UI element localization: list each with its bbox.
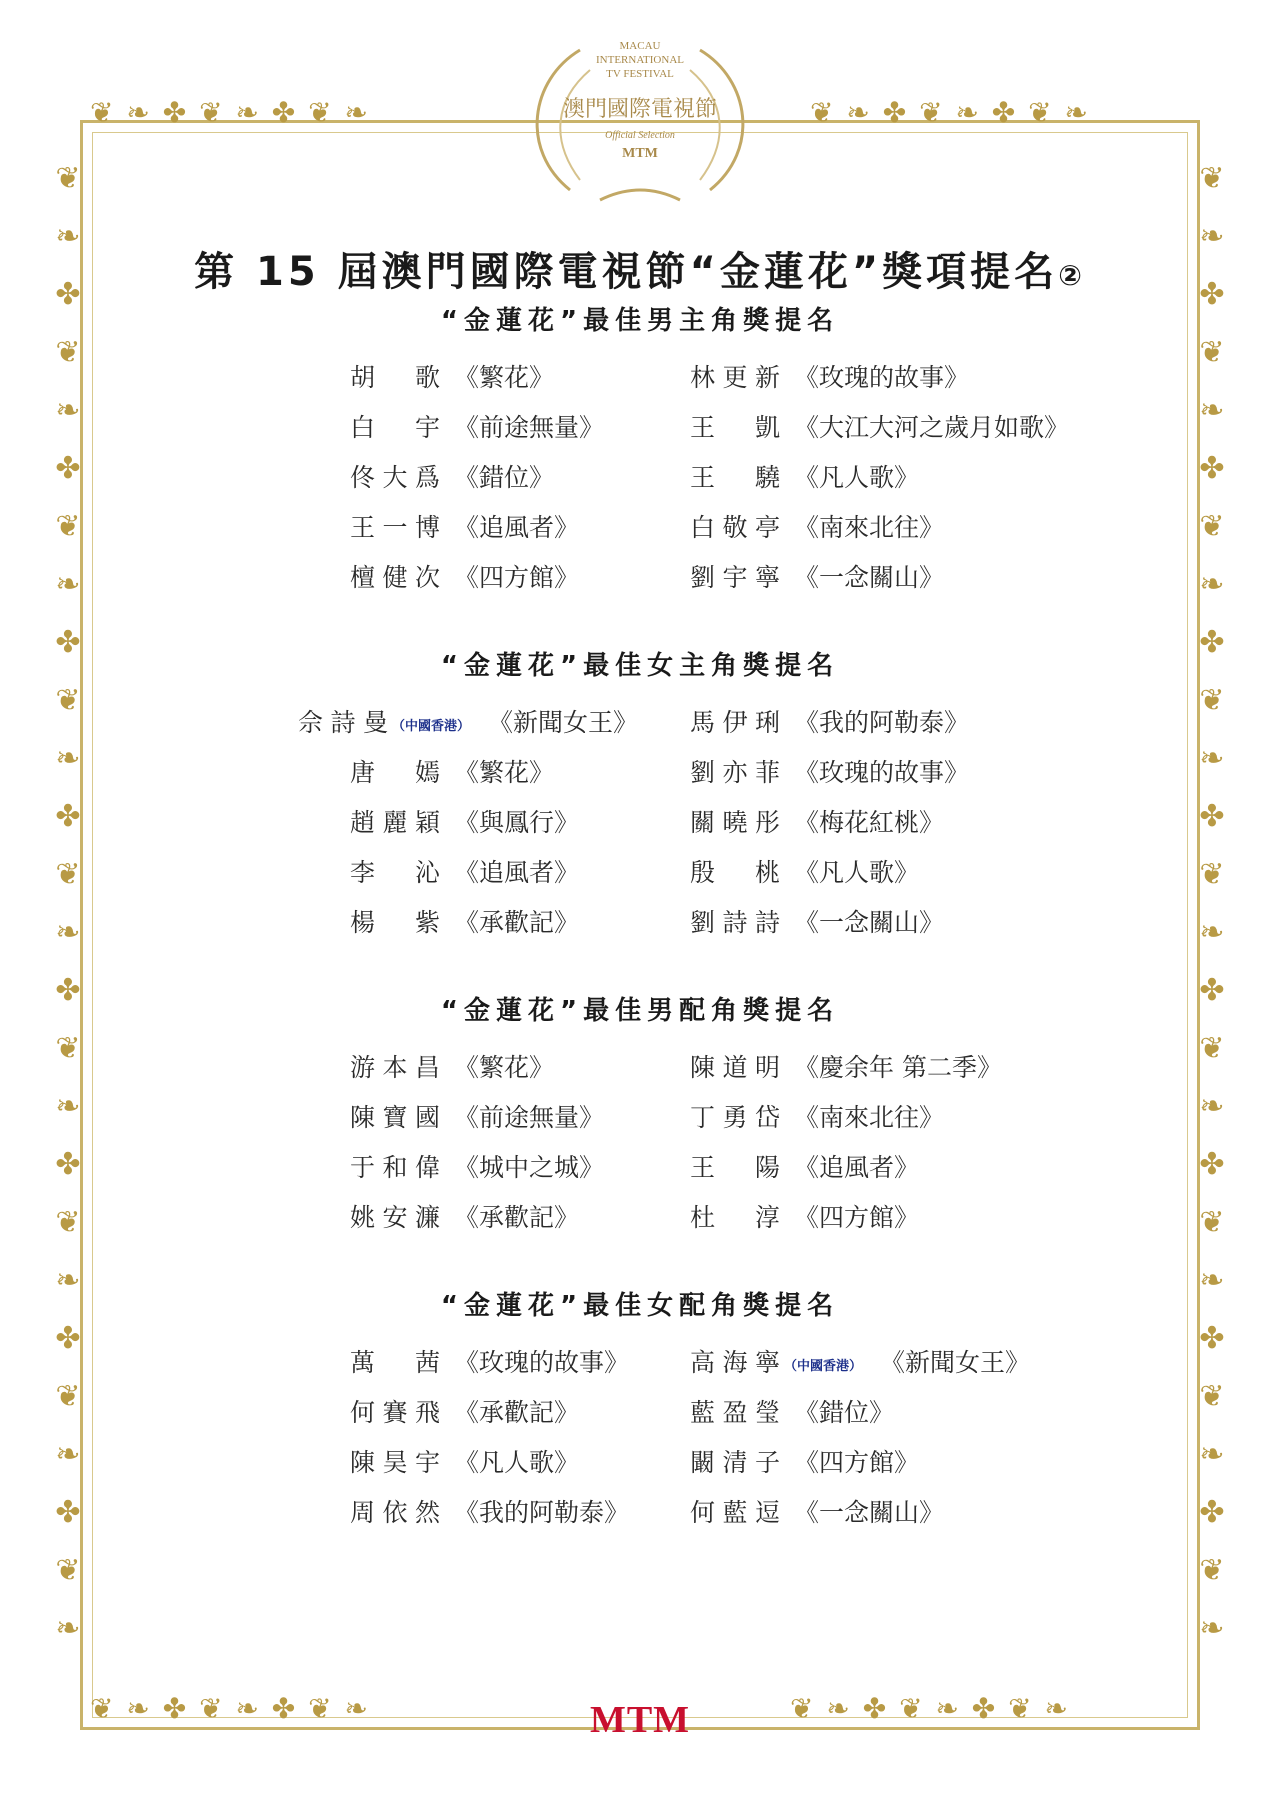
nominee-name: 馬伊琍 — [690, 708, 780, 737]
nominee-name: 游本昌 — [350, 1053, 440, 1082]
nominee-name: 關曉彤 — [690, 808, 780, 837]
nominee-row — [690, 803, 944, 839]
nominee-name: 楊 紫 — [350, 908, 440, 937]
nominee-work: 《我的阿勒泰》 — [794, 708, 970, 737]
nominee-name: 唐 嫣 — [350, 758, 440, 787]
bottom-left-scroll-ornament: ❦ ❧ ✤ ❦ ❧ ✤ ❦ ❧ — [90, 1692, 370, 1725]
festival-logo — [510, 30, 770, 210]
logo-line-3: TV FESTIVAL — [606, 68, 674, 80]
nominee-row — [350, 458, 554, 494]
nominee-row — [690, 508, 944, 544]
nominee-work: 《新聞女王》 — [488, 708, 639, 737]
nominee-row — [690, 1343, 1030, 1379]
nominee-row — [350, 903, 579, 939]
nominee-row — [350, 1048, 554, 1084]
nominee-work: 《四方館》 — [454, 563, 580, 592]
nominee-name: 殷 桃 — [690, 858, 780, 887]
nominee-work: 《四方館》 — [794, 1448, 920, 1477]
nominee-work: 《繁花》 — [454, 758, 555, 787]
nominee-work: 《玫瑰的故事》 — [794, 363, 970, 392]
section-title: “金蓮花”最佳女配角獎提名 — [440, 1291, 840, 1321]
nominee-work: 《繁花》 — [454, 363, 555, 392]
nominee-work: 《我的阿勒泰》 — [454, 1498, 630, 1527]
nominee-row — [690, 1048, 1002, 1084]
nominee-row — [350, 853, 579, 889]
nominee-row — [690, 1443, 919, 1479]
nominee-row — [690, 558, 944, 594]
nominee-work: 《追風者》 — [454, 513, 580, 542]
nominee-region: （中國香港） — [784, 1359, 863, 1374]
nominee-row — [690, 1198, 919, 1234]
nominee-row — [690, 903, 944, 939]
footer-brand: MTM — [589, 1699, 691, 1741]
nominee-name: 萬 茜 — [350, 1348, 440, 1377]
nominee-row — [690, 358, 969, 394]
nominee-work: 《南來北往》 — [794, 1103, 945, 1132]
nominee-name: 藍盈瑩 — [690, 1398, 780, 1427]
nominee-row — [690, 408, 1069, 444]
nominee-name: 王 驍 — [690, 463, 780, 492]
nominee-work: 《與鳳行》 — [454, 808, 580, 837]
nominee-name: 王一博 — [350, 513, 440, 542]
nominee-name: 佘詩曼 — [298, 708, 388, 737]
nominee-work: 《大江大河之歲月如歌》 — [794, 413, 1070, 442]
nominee-work: 《承歡記》 — [454, 908, 580, 937]
nominee-work: 《南來北往》 — [794, 513, 945, 542]
nominee-work: 《錯位》 — [794, 1398, 895, 1427]
logo-chinese-name: 澳門國際電視節 — [562, 97, 717, 122]
logo-subtitle: Official Selection — [605, 130, 675, 141]
nominee-name: 于和偉 — [350, 1153, 440, 1182]
nominee-row — [690, 1098, 944, 1134]
nominee-row — [350, 803, 579, 839]
nominee-work: 《四方館》 — [794, 1203, 920, 1232]
nominee-name: 佟大爲 — [350, 463, 440, 492]
nominee-row — [350, 358, 554, 394]
left-scroll-ornament: ❦ ❧ ✤ ❦ ❧ ✤ ❦ ❧ ✤ ❦ ❧ ✤ ❦ ❧ ✤ ❦ ❧ ✤ ❦ ❧ ✤ ❦ ❧ ✤ ❦ ❧ — [55, 161, 81, 1646]
nominee-name: 高海寧 — [690, 1348, 780, 1377]
nominee-row — [350, 753, 554, 789]
section-title: “金蓮花”最佳男配角獎提名 — [440, 996, 840, 1026]
nominee-work: 《凡人歌》 — [794, 858, 920, 887]
page-title — [0, 240, 1280, 297]
nominee-name: 胡 歌 — [350, 363, 440, 392]
nominee-work: 《前途無量》 — [454, 1103, 605, 1132]
nominee-name: 何藍逗 — [690, 1498, 780, 1527]
nominee-row — [350, 1493, 629, 1529]
nominee-name: 林更新 — [690, 363, 780, 392]
nominee-name: 周依然 — [350, 1498, 440, 1527]
logo-line-1: MACAU — [619, 40, 661, 52]
nominee-work: 《前途無量》 — [454, 413, 605, 442]
nominee-name: 陳寶國 — [350, 1103, 440, 1132]
nominee-name: 姚安濂 — [350, 1203, 440, 1232]
bottom-right-scroll-ornament: ❦ ❧ ✤ ❦ ❧ ✤ ❦ ❧ — [790, 1692, 1070, 1725]
nominee-name: 丁勇岱 — [690, 1103, 780, 1132]
nominee-work: 《凡人歌》 — [794, 463, 920, 492]
nominee-name: 王 凱 — [690, 413, 780, 442]
nominee-work: 《凡人歌》 — [454, 1448, 580, 1477]
nominee-name: 白 宇 — [350, 413, 440, 442]
nominee-name: 陳昊宇 — [350, 1448, 440, 1477]
nominee-work: 《新聞女王》 — [880, 1348, 1031, 1377]
page-title-text: 第 15 屆澳門國際電視節“金蓮花”獎項提名 — [194, 249, 1059, 295]
page-number-mark: ② — [1058, 259, 1086, 292]
nominee-work: 《玫瑰的故事》 — [794, 758, 970, 787]
nominee-name: 闞清子 — [690, 1448, 780, 1477]
logo-line-2: INTERNATIONAL — [596, 54, 684, 66]
nominee-row — [298, 703, 638, 739]
nominee-name: 劉詩詩 — [690, 908, 780, 937]
nominee-row — [690, 1393, 894, 1429]
top-left-scroll-ornament: ❦ ❧ ✤ ❦ ❧ ✤ ❦ ❧ — [90, 96, 370, 129]
nominee-name: 陳道明 — [690, 1053, 780, 1082]
right-scroll-ornament: ❦ ❧ ✤ ❦ ❧ ✤ ❦ ❧ ✤ ❦ ❧ ✤ ❦ ❧ ✤ ❦ ❧ ✤ ❦ ❧ ✤ ❦ ❧ ✤ ❦ ❧ — [1199, 161, 1225, 1646]
nominee-row — [690, 753, 969, 789]
nominee-work: 《玫瑰的故事》 — [454, 1348, 630, 1377]
nominee-work: 《繁花》 — [454, 1053, 555, 1082]
nominee-name: 劉亦菲 — [690, 758, 780, 787]
section-title: “金蓮花”最佳男主角獎提名 — [440, 306, 840, 336]
nominee-row — [690, 853, 919, 889]
nominee-name: 王 陽 — [690, 1153, 780, 1182]
nominee-work: 《梅花紅桃》 — [794, 808, 945, 837]
nominee-name: 劉宇寧 — [690, 563, 780, 592]
nominee-name: 檀健次 — [350, 563, 440, 592]
nominee-row — [690, 458, 919, 494]
nominee-name: 白敬亭 — [690, 513, 780, 542]
nominee-row — [350, 408, 604, 444]
nominee-row — [350, 1393, 579, 1429]
nominee-row — [350, 1098, 604, 1134]
nominee-row — [350, 508, 579, 544]
nominee-work: 《一念關山》 — [794, 908, 945, 937]
nominee-row — [690, 1148, 919, 1184]
top-right-scroll-ornament: ❦ ❧ ✤ ❦ ❧ ✤ ❦ ❧ — [810, 96, 1090, 129]
nominee-name: 李 沁 — [350, 858, 440, 887]
frame-inner-line — [92, 132, 1188, 1718]
nominee-work: 《錯位》 — [454, 463, 555, 492]
nominee-region: （中國香港） — [392, 719, 471, 734]
nominee-name: 趙麗穎 — [350, 808, 440, 837]
logo-brand: MTM — [622, 146, 658, 161]
nominee-name: 杜 淳 — [690, 1203, 780, 1232]
nominee-work: 《承歡記》 — [454, 1398, 580, 1427]
nominee-row — [690, 1493, 944, 1529]
nominee-work: 《追風者》 — [794, 1153, 920, 1182]
nominee-work: 《承歡記》 — [454, 1203, 580, 1232]
nominee-row — [350, 1198, 579, 1234]
nominee-row — [350, 1148, 604, 1184]
nominee-row — [350, 1343, 629, 1379]
nominee-row — [690, 703, 969, 739]
nominee-row — [350, 558, 579, 594]
section-title: “金蓮花”最佳女主角獎提名 — [440, 651, 840, 681]
nominee-name: 何賽飛 — [350, 1398, 440, 1427]
nominee-work: 《一念關山》 — [794, 1498, 945, 1527]
nominee-work: 《慶余年 第二季》 — [794, 1053, 1002, 1082]
nominee-work: 《追風者》 — [454, 858, 580, 887]
nominee-work: 《一念關山》 — [794, 563, 945, 592]
nominee-row — [350, 1443, 579, 1479]
nominee-work: 《城中之城》 — [454, 1153, 605, 1182]
